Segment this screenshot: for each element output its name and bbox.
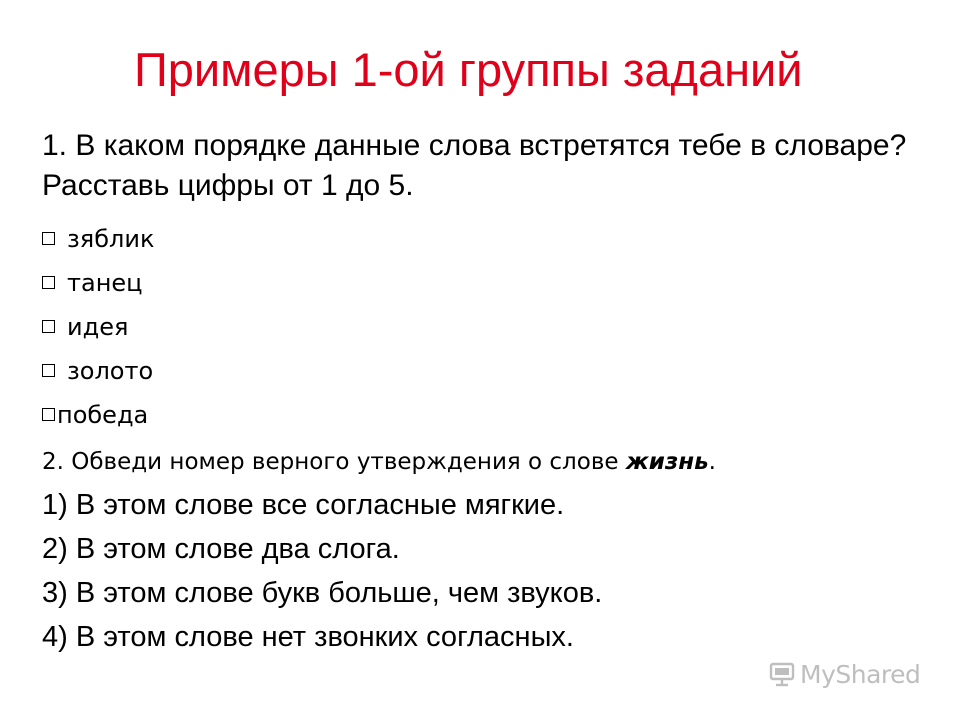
word-list — [42, 222, 154, 442]
list-item — [42, 310, 154, 354]
checkbox-square-icon — [42, 232, 55, 245]
answer-item: 4) В этом слове нет звонких согласных. — [42, 621, 574, 653]
task-1-text: 1. В каком порядке данные слова встретятся тебе в словаре? Расставь цифры от 1 до 5. — [42, 129, 907, 202]
list-item — [42, 354, 154, 398]
answer-item: 2) В этом слове два слога. — [42, 533, 400, 565]
presentation-board-icon — [768, 660, 796, 688]
word-label: идея — [67, 313, 129, 341]
answer-item: 3) В этом слове букв больше, чем звуков. — [42, 577, 603, 609]
checkbox-square-icon — [42, 364, 55, 377]
word-label: танец — [67, 269, 143, 297]
task-2-suffix: . — [708, 449, 716, 475]
word-label: зяблик — [67, 225, 155, 253]
watermark-text: MyShared — [800, 659, 921, 689]
word-label: победа — [57, 401, 149, 429]
list-item — [42, 398, 154, 442]
list-item — [42, 222, 154, 266]
checkbox-square-icon — [42, 408, 55, 421]
list-item — [42, 266, 154, 310]
answer-list — [42, 485, 602, 661]
task-2-keyword: жизнь — [625, 449, 709, 475]
watermark — [768, 656, 920, 692]
word-label: золото — [67, 357, 154, 385]
checkbox-square-icon — [42, 320, 55, 333]
checkbox-square-icon — [42, 276, 55, 289]
answer-item: 1) В этом слове все согласные мягкие. — [42, 489, 565, 521]
task-2-prefix: 2. Обведи номер верного утверждения о слове — [42, 449, 626, 475]
task-2-text — [42, 445, 716, 479]
slide-title: Примеры 1-ой группы заданий — [134, 43, 803, 96]
